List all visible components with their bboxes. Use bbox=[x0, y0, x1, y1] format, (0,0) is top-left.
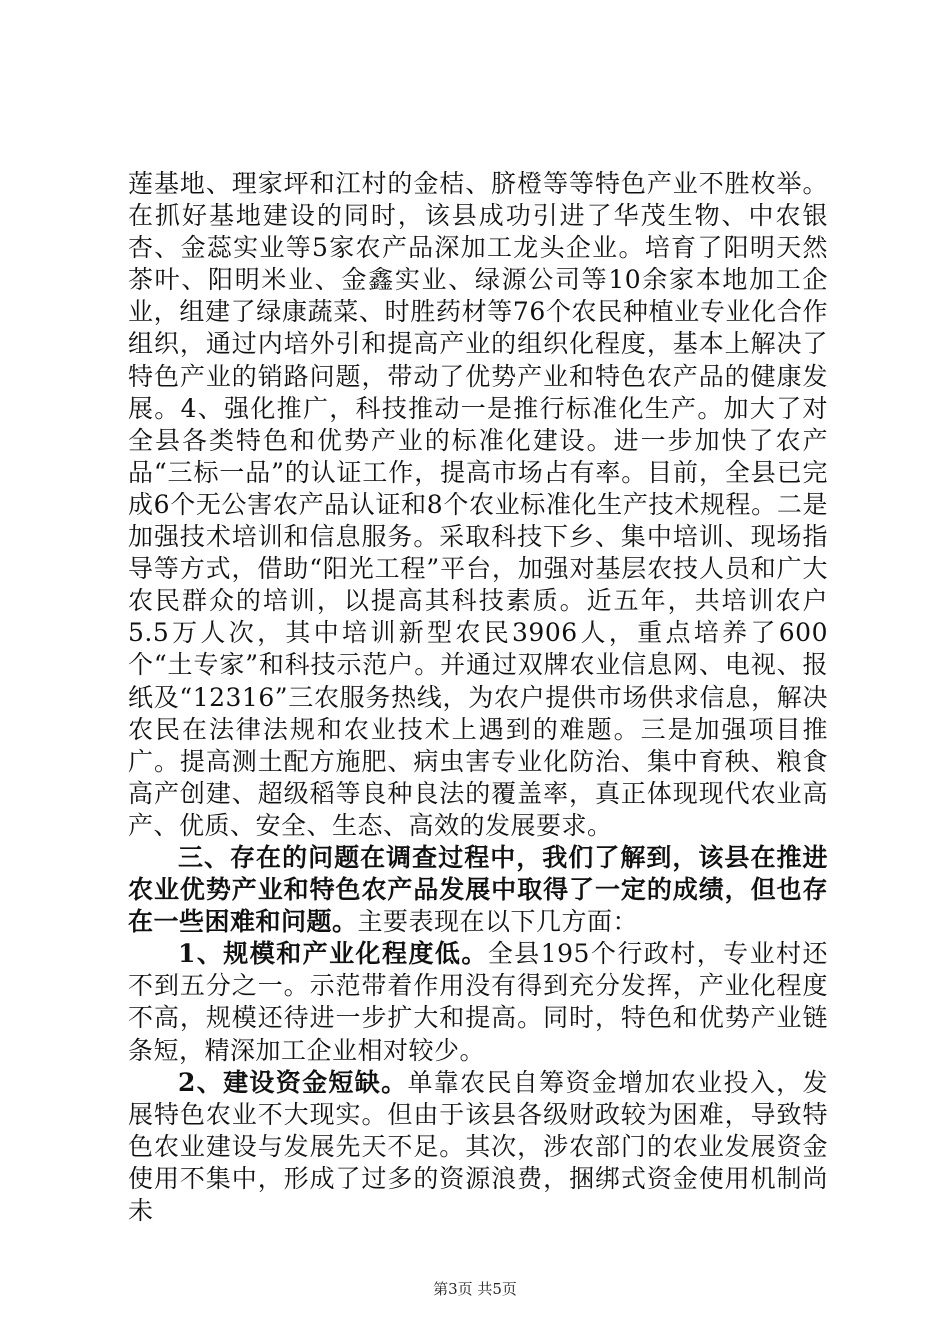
paragraph-3 bbox=[128, 938, 828, 1066]
paragraph-3-lead: 1、规模和产业化程度低。 bbox=[178, 939, 488, 969]
paragraph-1 bbox=[128, 168, 828, 842]
section-heading-problems: 三、存在的问题在调查过程中，我们了解到，该县在推进农业优势产业和特色农产品发展中取得了一定的成绩，但也存在一些困难和问题。 bbox=[128, 842, 828, 937]
paragraph-2-text: 主要表现在以下几方面： bbox=[357, 907, 639, 937]
document-body bbox=[128, 168, 828, 1227]
paragraph-4-text: 单靠农民自筹资金增加农业投入，发展特色农业不大现实。但由于该县各级财政较为困难，导致特色农业建设与发展先天不足。其次，涉农部门的农业发展资金使用不集中，形成了过多的资源浪费，捆绑式资金使用机制尚未 bbox=[128, 1067, 828, 1225]
paragraph-4-lead: 2、建设资金短缺。 bbox=[178, 1067, 408, 1097]
paragraph-4 bbox=[128, 1067, 828, 1227]
paragraph-2 bbox=[128, 842, 828, 938]
paragraph-1-text: 莲基地、理家坪和江村的金桔、脐橙等等特色产业不胜枚举。在抓好基地建设的同时，该县成功引进了华茂生物、中农银杏、金蕊实业等5家农产品深加工龙头企业。培育了阳明天然茶叶、阳明米业、金鑫实业、绿源公司等10余家本地加工企业，组建了绿康蔬菜、时胜药材等76个农民种植业专业化合作组织，通过内培外引和提高产业的组织化程度，基本上解决了特色产业的销路问题，带动了优势产业和特色农产品的健康发展。4、强化推广，科技推动一是推行标准化生产。加大了对全县各类特色和优势产业的标准化建设。进一步加快了农产品“三标一品”的认证工作，提高市场占有率。目前，全县已完成6个无公害农产品认证和8个农业标准化生产技术规程。二是加强技术培训和信息服务。采取科技下乡、集中培训、现场指导等方式，借助“阳光工程”平台，加强对基层农技人员和广大农民群众的培训，以提高其科技素质。近五年，共培训农户5.5万人次，其中培训新型农民3906人，重点培养了600个“土专家”和科技示范户。并通过双牌农业信息网、电视、报纸及“12316”三农服务热线，为农户提供市场供求信息，解决农民在法律法规和农业技术上遇到的难题。三是加强项目推广。提高测土配方施肥、病虫害专业化防治、集中育秧、粮食高产创建、超级稻等良种良法的覆盖率，真正体现现代农业高产、优质、安全、生态、高效的发展要求。 bbox=[128, 169, 828, 840]
page-number-footer: 第3页 共5页 bbox=[433, 1280, 517, 1298]
paragraph-3-text: 全县195个行政村，专业村还不到五分之一。示范带着作用没有得到充分发挥，产业化程度不高，规模还待进一步扩大和提高。同时，特色和优势产业链条短，精深加工企业相对较少。 bbox=[128, 939, 828, 1065]
